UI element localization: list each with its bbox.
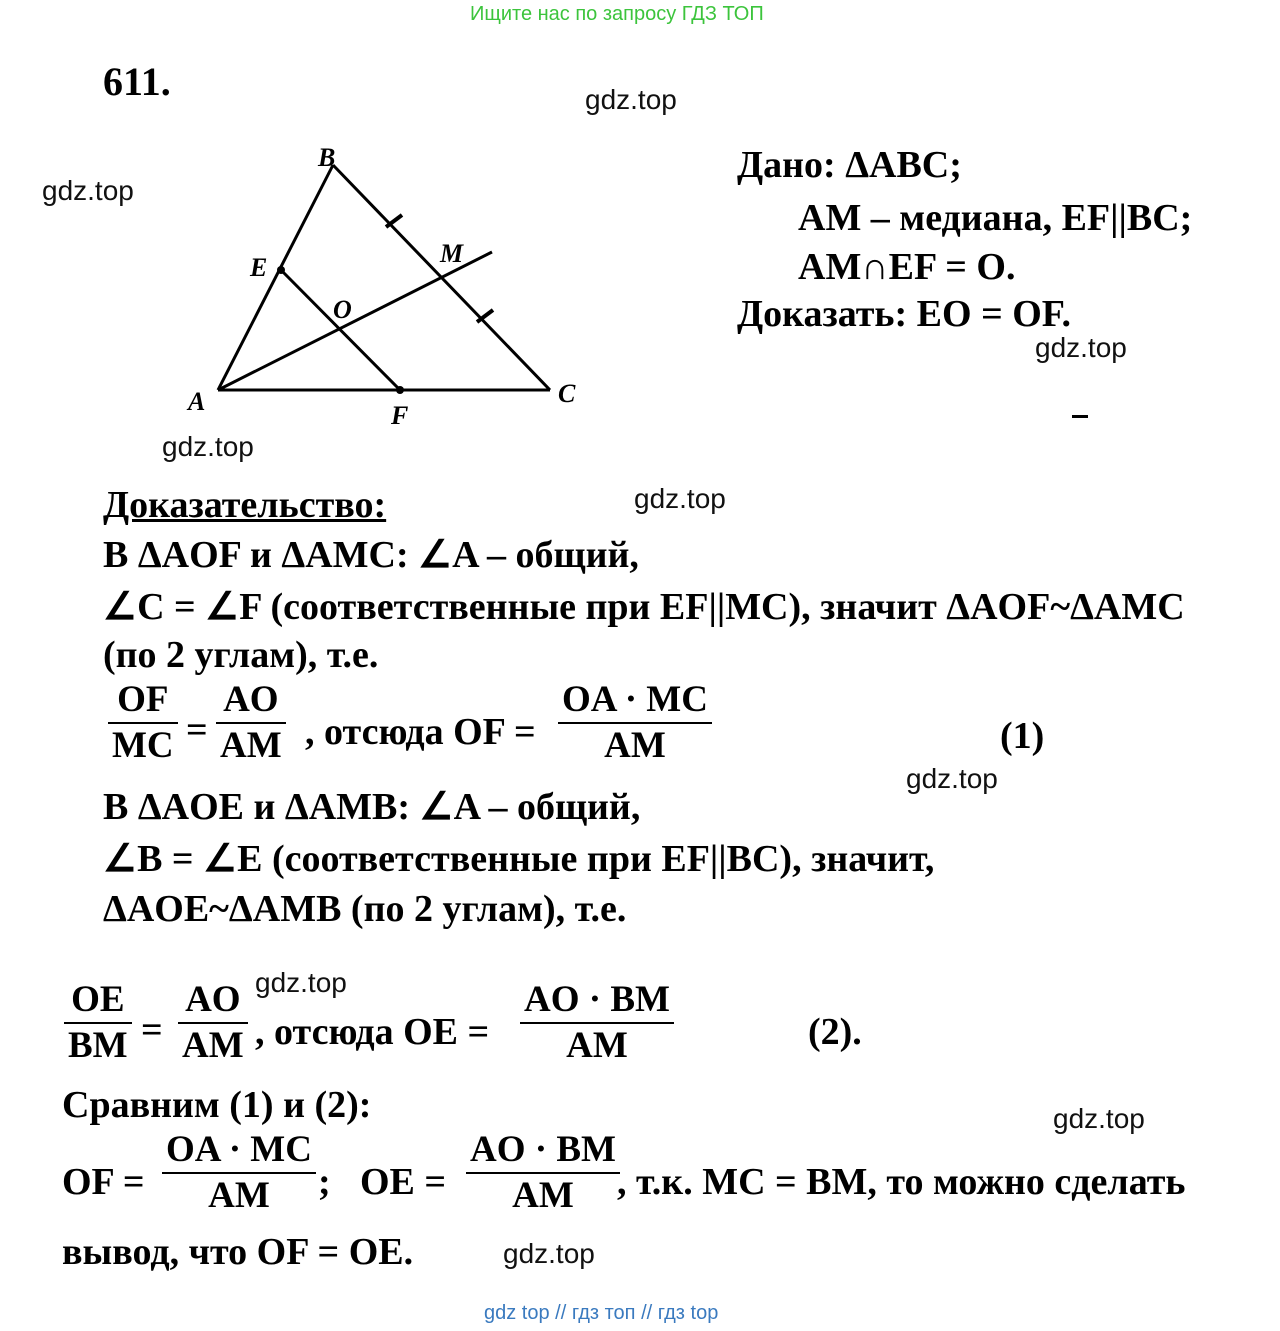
watermark: gdz.top — [1035, 332, 1127, 363]
proof-line-7: Сравним (1) и (2): — [62, 1084, 372, 1126]
watermark: gdz.top — [503, 1238, 595, 1269]
label-f: F — [391, 401, 409, 430]
proof-line-3: (по 2 углам), т.е. — [103, 634, 379, 676]
eq2-text: , отсюда OE = — [255, 1011, 490, 1053]
watermark: gdz.top — [255, 967, 347, 998]
proof-line-5: ∠B = ∠E (соответственные при EF||BC), значит, — [103, 838, 935, 880]
watermark: gdz.top — [906, 763, 998, 794]
point-f — [396, 386, 404, 394]
footer-watermark: gdz top // гдз топ // гдз top — [484, 1302, 719, 1324]
watermark: gdz.top — [585, 84, 677, 115]
watermark: gdz.top — [162, 431, 254, 462]
proof-line-1: В ΔAOF и ΔAMC: ∠A – общий, — [103, 534, 639, 576]
proof-line-2: ∠C = ∠F (соответственные при EF||MC), значит ΔAOF~ΔAMC — [103, 586, 1185, 628]
watermark: gdz.top — [634, 483, 726, 514]
segment-ef — [281, 270, 400, 390]
given-line-1: Дано: ΔABC; — [737, 144, 962, 186]
given-line-3: AM∩EF = O. — [798, 246, 1016, 288]
label-c: C — [558, 379, 576, 408]
problem-number: 611. — [103, 59, 171, 104]
watermark: gdz.top — [42, 175, 134, 206]
eq3-separator: ; — [318, 1161, 331, 1203]
prove-line: Доказать: EO = OF. — [737, 293, 1072, 335]
label-e: E — [250, 253, 268, 282]
fraction-ao-am-2: AO AM — [178, 978, 248, 1068]
proof-line-8: вывод, что OF = OE. — [62, 1231, 414, 1273]
eq1-tag: (1) — [1000, 715, 1045, 757]
eq1-text: , отсюда OF = — [305, 711, 536, 753]
fraction-ao-bm-am-2: AO · BM AM — [466, 1128, 620, 1218]
equals-sign: = — [186, 709, 208, 751]
side-ab — [218, 165, 333, 390]
proof-line-4: В ΔAOE и ΔAMB: ∠A – общий, — [103, 786, 641, 828]
proof-heading: Доказательство: — [103, 484, 387, 526]
label-a: A — [188, 387, 206, 416]
triangle-figure — [180, 135, 600, 435]
eq3-lhs-1: OF = — [62, 1161, 145, 1203]
dash-mark — [1072, 415, 1088, 418]
eq2-tag: (2). — [808, 1011, 862, 1053]
label-b: B — [318, 143, 336, 172]
watermark: gdz.top — [1053, 1103, 1145, 1134]
proof-line-6: ΔAOE~ΔAMB (по 2 углам), т.е. — [103, 888, 627, 930]
fraction-ao-am: AO AM — [216, 678, 286, 768]
label-m: M — [440, 239, 464, 268]
fraction-oa-mc-am-2: OA · MC AM — [162, 1128, 316, 1218]
fraction-of-mc: OF MC — [108, 678, 178, 768]
given-line-2: AM – медиана, EF||BC; — [798, 197, 1193, 239]
eq3-tail: , т.к. MC = BM, то можно сделать — [617, 1161, 1186, 1203]
fraction-oa-mc-am: OA · MC AM — [558, 678, 712, 768]
equals-sign: = — [141, 1009, 163, 1051]
fraction-ao-bm-am: AO · BM AM — [520, 978, 674, 1068]
eq3-lhs-2: OE = — [360, 1161, 447, 1203]
fraction-oe-bm: OE BM — [64, 978, 132, 1068]
point-e — [277, 266, 285, 274]
label-o: O — [333, 295, 352, 324]
top-banner: Ищите нас по запросу ГДЗ ТОП — [470, 3, 764, 25]
